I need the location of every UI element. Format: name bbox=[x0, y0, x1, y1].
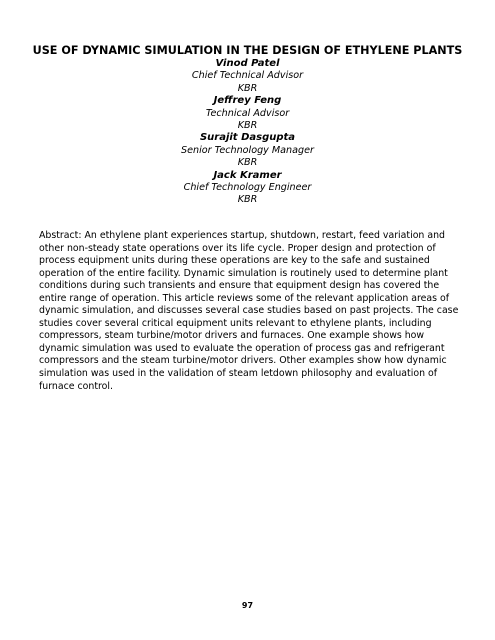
author-role: Technical Advisor bbox=[205, 107, 290, 119]
page-number: 97 bbox=[241, 601, 254, 610]
author-org: KBR bbox=[237, 194, 258, 206]
author-org: KBR bbox=[237, 120, 258, 132]
author-block bbox=[0, 170, 495, 207]
author-org: KBR bbox=[237, 157, 258, 169]
author-name: Jack Kramer bbox=[213, 169, 282, 181]
abstract-paragraph: Abstract: An ethylene plant experiences startup, shutdown, restart, feed variation and other non-steady state operations over its life cycle. Proper design and protection of process equipment units during these operations are key to the safe and sustained operation of the entire facility. Dynamic simulation is routinely used to determine plant conditions during such transients and ensure that equipment design has covered the entire range of operation. This article reviews some of the relevant application areas of dynamic simulation, and discusses several case studies based on past projects. The case studies cover several critical equipment units relevant to ethylene plants, including compressors, steam turbine/motor drivers and furnaces. One example shows how dynamic simulation was used to evaluate the operation of process gas and refrigerant compressors and the steam turbine/motor drivers. Other examples show how dynamic simulation was used in the validation of steam letdown philosophy and evaluation of furnace control. bbox=[39, 230, 459, 392]
author-name: Vinod Patel bbox=[215, 58, 280, 69]
author-name: Jeffrey Feng bbox=[213, 95, 282, 107]
author-role: Senior Technology Manager bbox=[181, 144, 314, 156]
author-role: Chief Technology Engineer bbox=[183, 182, 312, 194]
author-block bbox=[0, 132, 495, 169]
paper-title: USE OF DYNAMIC SIMULATION IN THE DESIGN OF ETHYLENE PLANTS bbox=[32, 44, 463, 57]
author-name: Surajit Dasgupta bbox=[199, 132, 296, 144]
author-block bbox=[0, 58, 495, 95]
author-role: Chief Technical Advisor bbox=[191, 70, 304, 82]
author-block bbox=[0, 95, 495, 132]
author-list bbox=[0, 58, 495, 207]
author-org: KBR bbox=[237, 82, 258, 94]
